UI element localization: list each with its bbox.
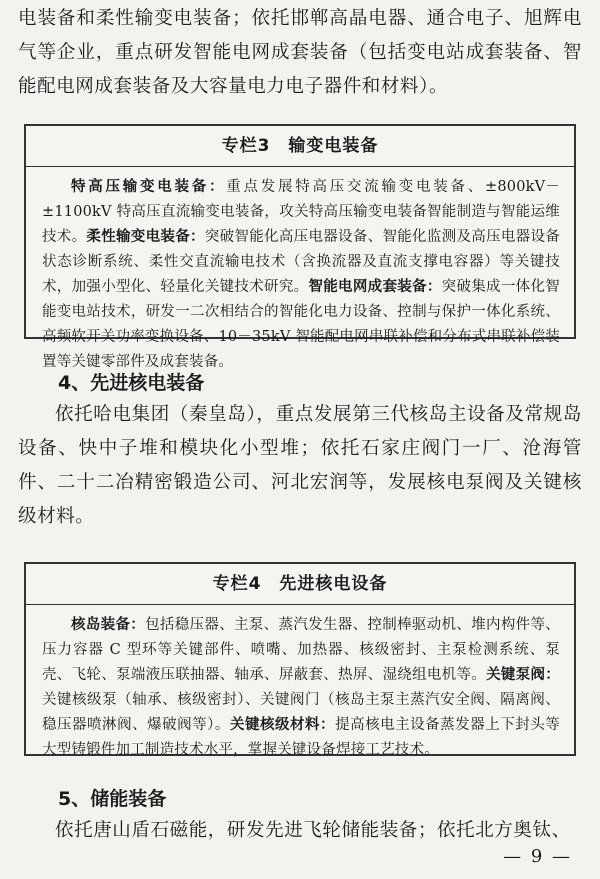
box-4-body bbox=[26, 605, 574, 771]
sidebar-box-4 bbox=[24, 562, 576, 756]
box-3-term-1: 特高压输变电装备： bbox=[71, 179, 227, 195]
box-3-text-1: 重点发展特高压交流输变电装备、±800kV－±1100kV 特高压直流输变电装备，攻关特高压输变电装备智能制造与智能运维技术。 bbox=[42, 179, 560, 245]
section-5-heading: 5、储能装备 bbox=[58, 788, 167, 810]
box-3-title: 专栏3 输变电装备 bbox=[26, 126, 574, 167]
box-3-text-3: 突破集成一体化智能变电站技术，研发一二次相结合的智能化电力设备、控制与保护一体化系统、高频软开关功率变换设备、10－35kV 智能配电网串联补偿和分布式串联补偿装置等关键零部件及成套装备。 bbox=[42, 279, 560, 370]
intro-paragraph: 电装备和柔性输变电装备；依托邯郸高晶电器、通合电子、旭辉电气等企业，重点研发智能电网成套装备（包括变电站成套装备、智能配电网成套装备及大容量电力电子器件和材料）。 bbox=[18, 8, 582, 97]
box-4-term-1: 核岛装备： bbox=[71, 617, 146, 633]
box-4-text-3: 提高核电主设备蒸发器上下封头等大型铸锻件加工制造技术水平，掌握关键设备焊接工艺技术。 bbox=[42, 717, 560, 758]
box-3-term-3: 智能电网成套装备： bbox=[308, 279, 442, 295]
section-4-paragraph: 依托哈电集团（秦皇岛），重点发展第三代核岛主设备及常规岛设备、快中子堆和模块化小型堆；依托石家庄阀门一厂、沧海管件、二十二冶精密锻造公司、河北宏润等，发展核电泵阀及关键核级材料。 bbox=[18, 404, 582, 527]
box-4-term-3: 关键核级材料： bbox=[229, 717, 336, 733]
section-4-heading: 4、先进核电装备 bbox=[58, 372, 205, 394]
section-5-paragraph: 依托唐山盾石磁能，研发先进飞轮储能装备；依托北方奥钛、 bbox=[55, 820, 571, 841]
box-4-text-1: 包括稳压器、主泵、蒸汽发生器、控制棒驱动机、堆内构件等、压力容器 C 型环等关键部件、喷嘴、加热器、核级密封、主泵检测系统、泵壳、飞轮、泵端液压联抽器、轴承、屏蔽套、热屏、湿绕组电机等。 bbox=[42, 617, 560, 683]
box-3-body bbox=[26, 167, 574, 383]
box-4-text-2: 关键核级泵（轴承、核级密封）、关键阀门（核岛主泵主蒸汽安全阀、隔离阀、稳压器喷淋阀、爆破阀等）。 bbox=[42, 692, 560, 733]
box-4-title: 专栏4 先进核电设备 bbox=[26, 564, 574, 605]
box-3-term-2: 柔性输变电装备： bbox=[86, 229, 205, 245]
box-3-text-2: 突破智能化高压电器设备、智能化监测及高压电器设备状态诊断系统、柔性交直流输电技术（含换流器及直流支撑电容器）等关键技术，加强小型化、轻量化关键技术研究。 bbox=[42, 229, 560, 295]
sidebar-box-3 bbox=[24, 124, 576, 370]
box-4-term-2: 关键泵阀： bbox=[486, 667, 561, 683]
page-number: — 9 — bbox=[503, 846, 572, 867]
